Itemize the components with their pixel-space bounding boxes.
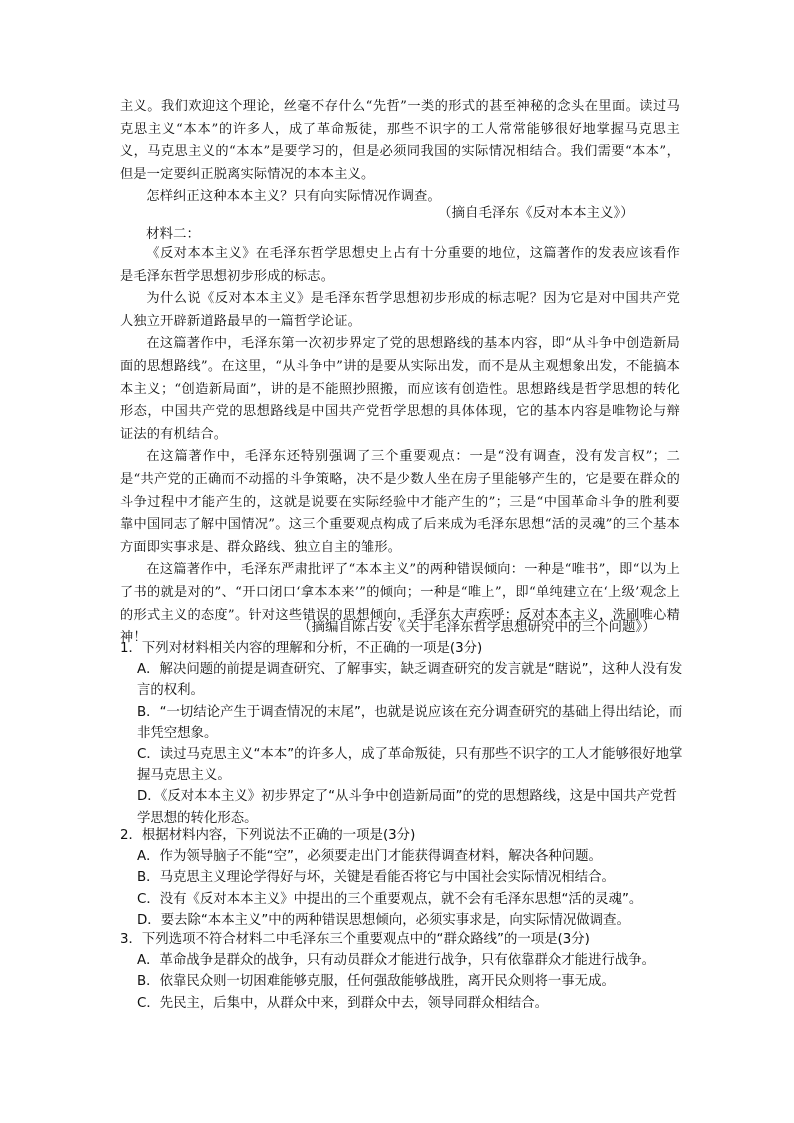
option-d[interactable]: D．要去除“本本主义”中的两种错误思想倾向，必须实事求是，向实际情况做调查。 xyxy=(137,912,630,928)
material-one-source: （摘自毛泽东《反对本本主义》） xyxy=(438,205,634,221)
material-two-label: 材料二： xyxy=(146,226,200,242)
option-b[interactable]: B．依靠民众则一切困难能够克服，任何强敌能够战胜，离开民众则将一事无成。 xyxy=(137,974,615,990)
option-b[interactable]: B．马克思主义理论学得好与坏，关键是看能否将它与中国社会实际情况相结合。 xyxy=(137,870,615,886)
material-two-paragraph: 为什么说《反对本本主义》是毛泽东哲学思想初步形成的标志呢？因为它是对中国共产党人独立开辟新道路最早的一篇哲学论证。 xyxy=(120,291,680,329)
material-two-paragraph: 在这篇著作中，毛泽东还特别强调了三个重要观点：一是“没有调查，没有发言权”；二是“共产党的正确而不动摇的斗争策略，决不是少数人坐在房子里能够产生的，它是要在群众的斗争过程中才能产生的，这就是说要在实际经验中才能产生的”；三是“中国革命斗争的胜利要靠中国同志了解中国情况”。这三个重要观点构成了后来成为毛泽东思想“活的灵魂”的三个基本方面即实事求是、群众路线、独立自主的雏形。 xyxy=(120,449,680,555)
option-c[interactable]: C．先民主，后集中，从群众中来，到群众中去，领导同群众相结合。 xyxy=(137,995,549,1011)
question-stem: 3．下列选项不符合材料二中毛泽东三个重要观点中的“群众路线”的一项是(3分) xyxy=(120,932,590,947)
material-one-conclusion: 怎样纠正这种本本主义？只有向实际情况作调查。 xyxy=(146,189,441,205)
question-2 xyxy=(120,825,690,931)
option-b[interactable]: B．“一切结论产生于调查情况的末尾”，也就是说应该在充分调查研究的基础上得出结论，而非凭空想象。 xyxy=(137,704,683,741)
question-3 xyxy=(120,929,690,1014)
material-two-paragraph: 在这篇著作中，毛泽东严肃批评了“本本主义”的两种错误倾向：一种是“唯书”，即“以为上了书的就是对的”、“开口闭口‘拿本本来’”的倾向；一种是“唯上”，即“单纯建立在‘上级’观念上的形式主义的态度”。针对这些错误的思想倾向，毛泽东大声疾呼：反对本本主义，洗刷唯心精神！ xyxy=(120,562,680,646)
material-one-passage xyxy=(120,96,680,209)
material-two-paragraph: 在这篇著作中，毛泽东第一次初步界定了党的思想路线的基本内容，即“从斗争中创造新局面的思想路线”。在这里，“从斗争中”讲的是要从实际出发，而不是从主观想象出发，不能搞本本主义；“创造新局面”，讲的是不能照抄照搬，而应该有创造性。思想路线是哲学思想的转化形态，中国共产党的思想路线是中国共产党哲学思想的具体体现，它的基本内容是唯物论与辩证法的有机结合。 xyxy=(120,336,680,442)
option-a[interactable]: A．解决问题的前提是调查研究、了解事实，缺乏调查研究的发言就是“瞎说”，这种人没有发言的权利。 xyxy=(137,662,683,699)
option-a[interactable]: A．革命战争是群众的战争，只有动员群众才能进行战争，只有依靠群众才能进行战争。 xyxy=(137,953,656,969)
material-one-paragraph: 主义。我们欢迎这个理论，丝毫不存什么“先哲”一类的形式的甚至神秘的念头在里面。读过马克思主义“本本”的许多人，成了革命叛徒，那些不识字的工人常常能够很好地掌握马克思主义，马克思主义的“本本”是要学习的，但是必须同我国的实际情况相结合。我们需要“本本”，但是一定要纠正脱离实际情况的本本主义。 xyxy=(120,99,680,182)
material-two-paragraph: 《反对本本主义》在毛泽东哲学思想史上占有十分重要的地位，这篇著作的发表应该看作是毛泽东哲学思想初步形成的标志。 xyxy=(120,246,680,284)
option-c[interactable]: C．没有《反对本本主义》中提出的三个重要观点，就不会有毛泽东思想“活的灵魂”。 xyxy=(137,891,643,907)
option-c[interactable]: C．读过马克思主义“本本”的许多人，成了革命叛徒，只有那些不识字的工人才能够很好地掌握马克思主义。 xyxy=(137,747,683,784)
option-a[interactable]: A．作为领导脑子不能“空”，必须要走出门才能获得调查材料，解决各种问题。 xyxy=(137,849,602,865)
option-d[interactable]: D．《反对本本主义》初步界定了“从斗争中创造新局面”的党的思想路线，这是中国共产党哲学思想的转化形态。 xyxy=(137,789,677,826)
material-two-passage xyxy=(120,243,680,650)
question-1 xyxy=(120,638,690,829)
question-stem: 2．根据材料内容，下列说法不正确的一项是(3分) xyxy=(120,828,416,843)
question-stem: 1．下列对材料相关内容的理解和分析，不正确的一项是(3分) xyxy=(120,641,483,656)
material-two-source: （摘编自陈占安《关于毛泽东哲学思想研究中的三个问题》） xyxy=(298,619,656,635)
